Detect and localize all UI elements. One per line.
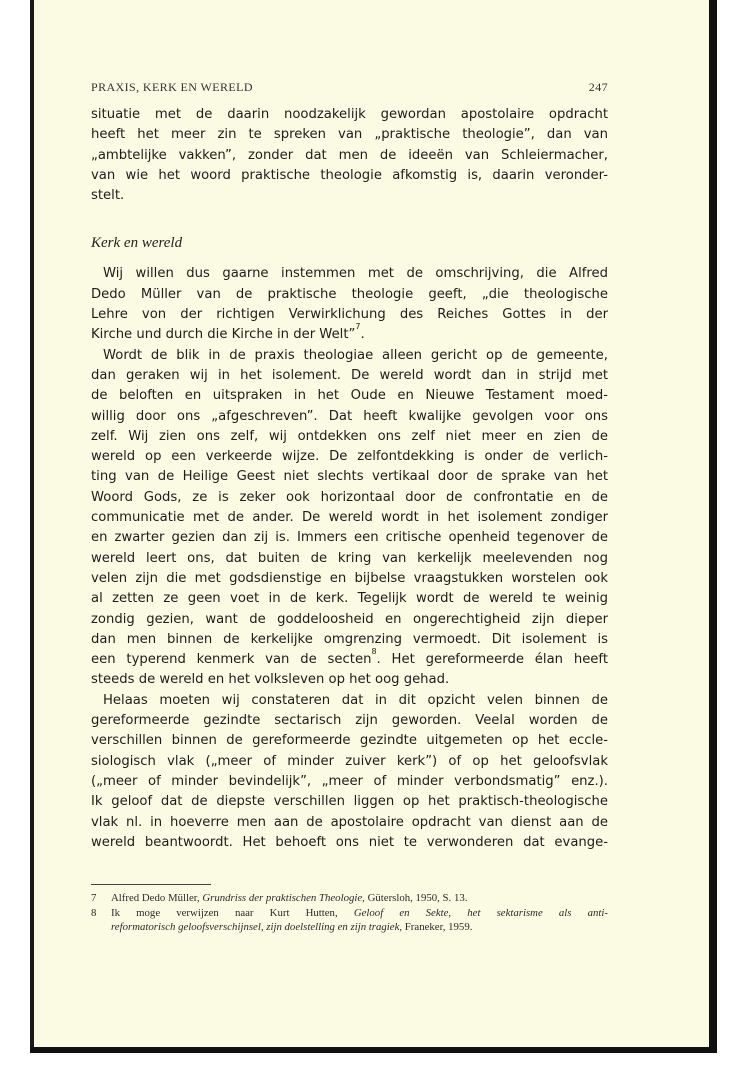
text-line — [91, 647, 609, 670]
page-number: 247 — [588, 80, 608, 94]
text-line: zondig gezien, want de goddeloosheid en ongerechtigheid zijn dieper — [91, 611, 608, 627]
text-line: Dedo Müller van de praktische theologie geeft, „die theologische — [91, 286, 608, 302]
text-line: velen zijn die met godsdienstige en bijbelse vraagstukken worstelen ook — [91, 570, 608, 586]
text-line: de beloften en uitspraken in het Oude en Nieuwe Testament moed- — [91, 388, 608, 404]
text-line: Wij willen dus gaarne instemmen met de omschrijving, die Alfred — [103, 266, 608, 282]
footnotes — [91, 891, 608, 935]
scan-edge-right — [709, 0, 717, 1053]
text-line: vlak nl. in hoeverre men aan de apostolaire opdracht van dienst aan de — [91, 814, 608, 830]
footnote-rest: Franeker, 1959. — [404, 921, 473, 933]
running-title: PRAXIS, KERK EN WERELD — [91, 80, 253, 94]
text-line: willig door ons „afgeschreven”. Dat heeft kwalijke gevolgen voor ons — [91, 408, 608, 424]
paragraph-3 — [91, 346, 608, 691]
text-line: communicatie met de ander. De wereld wordt in het isolement zondiger — [91, 510, 608, 526]
text-line: van wie het woord praktische theologie afkomstig is, daarin veronder- — [91, 167, 608, 183]
text-line: Lehre von der richtigen Verwirklichung des Reiches Gottes in der — [91, 307, 608, 323]
text-line: Helaas moeten wij constateren dat in dit opzicht velen binnen de — [103, 692, 608, 708]
footnote-line — [111, 920, 608, 935]
text-line: ting van de Heilige Geest niet slechts vertikaal door de sprake van het — [91, 469, 608, 485]
text-run: . Het gereformeerde élan heeft — [376, 652, 609, 668]
text-line: Wordt de blik in de praxis theologiae alleen gericht op de gemeente, — [103, 347, 608, 363]
footnote-title: Geloof en Sekte, het sektarisme als anti- — [353, 906, 609, 919]
footnote-ref-8[interactable]: 8 — [371, 647, 377, 657]
body-text — [91, 105, 608, 853]
text-line: gereformeerde gezindte sectarisch zijn geworden. Veelal worden de — [91, 713, 608, 729]
paragraph-2 — [91, 264, 608, 345]
text-line: situatie met de daarin noodzakelijk gewordan apostolaire opdracht — [91, 107, 608, 122]
footnote-line — [111, 891, 608, 906]
paragraph-1 — [91, 105, 608, 206]
text-line: „ambtelijke vakken”, zonder dat men de ideeën van Schleiermacher, — [91, 147, 608, 163]
text-line: Ik geloof dat de diepste verschillen liggen op het praktisch-theologische — [91, 794, 608, 810]
text-line: verschillen binnen de gereformeerde gezindte uitgemeten op het eccle- — [91, 733, 608, 749]
footnote-7 — [91, 891, 608, 906]
text-line: stelt. — [91, 188, 125, 204]
text-line: wereld leert ons, dat buiten de kring van kerkelijk meelevenden nog — [91, 550, 608, 566]
footnote-title-cont: reformatorisch geloofsverschijnsel, zijn doelstelling en zijn tragiek, — [111, 921, 403, 933]
footnote-title: Grundriss der praktischen Theologie, — [202, 892, 365, 904]
text-line: Kirche und durch die Kirche in der Welt”$^7$. — [91, 322, 365, 343]
footnote-ref-7[interactable]: 7 — [355, 322, 361, 332]
text-line: heeft het meer zin te spreken van „praktische theologie”, dan van — [91, 127, 608, 143]
text-line: („meer of minder bevindelijk”, „meer of minder verbondsmatig” enz.). — [91, 773, 608, 789]
footnote-number: 8 — [91, 906, 97, 919]
footnote-divider — [91, 884, 211, 885]
footnote-rest: Gütersloh, 1950, S. 13. — [367, 892, 468, 904]
text-line: siologisch vlak („meer of minder zuiver kerk”) of op het geloofsvlak — [91, 753, 608, 769]
footnote-lead: Ik moge verwijzen naar Kurt Hutten, — [111, 906, 338, 919]
section-heading: Kerk en wereld — [91, 235, 183, 252]
footnote-line — [111, 906, 608, 921]
text-line: steeds de wereld en het volksleven op het oog gehad. — [91, 672, 450, 688]
text-line: wereld op een verkeerde wijze. De zelfontdekking is onder de verlich- — [91, 449, 608, 465]
text-run: een typerend kenmerk van de secten — [91, 652, 372, 668]
footnote-number: 7 — [91, 892, 97, 904]
text-line: al zetten ze geen voet in de kerk. Tegelijk wordt de wereld te weinig — [91, 591, 608, 607]
text-line: wereld beantwoordt. Het behoeft ons niet te verwonderen dat evange- — [91, 834, 608, 850]
footnote-author: Alfred Dedo Müller, — [111, 892, 200, 904]
text-line: dan geraken wij in het isolement. De wereld wordt dan in strijd met — [91, 367, 608, 383]
text-line: en zwarter gezien dan zij is. Immers een critische openheid tegenover de — [91, 530, 608, 546]
paragraph-4 — [91, 691, 608, 853]
text-run: Kirche und durch die Kirche in der Welt” — [91, 327, 356, 343]
footnote-8 — [91, 906, 608, 935]
text-line: dan men binnen de kerkelijke omgrenzing vermoedt. Dit isolement is — [91, 631, 608, 647]
running-head — [91, 80, 608, 95]
scan-edge-bottom — [30, 1047, 717, 1053]
text-line: Woord Gods, ze is zeker ook horizontaal door de confrontatie en de — [91, 489, 608, 505]
text-line: zelf. Wij zien ons zelf, wij ontdekken ons zelf niet meer en zien de — [91, 428, 608, 444]
